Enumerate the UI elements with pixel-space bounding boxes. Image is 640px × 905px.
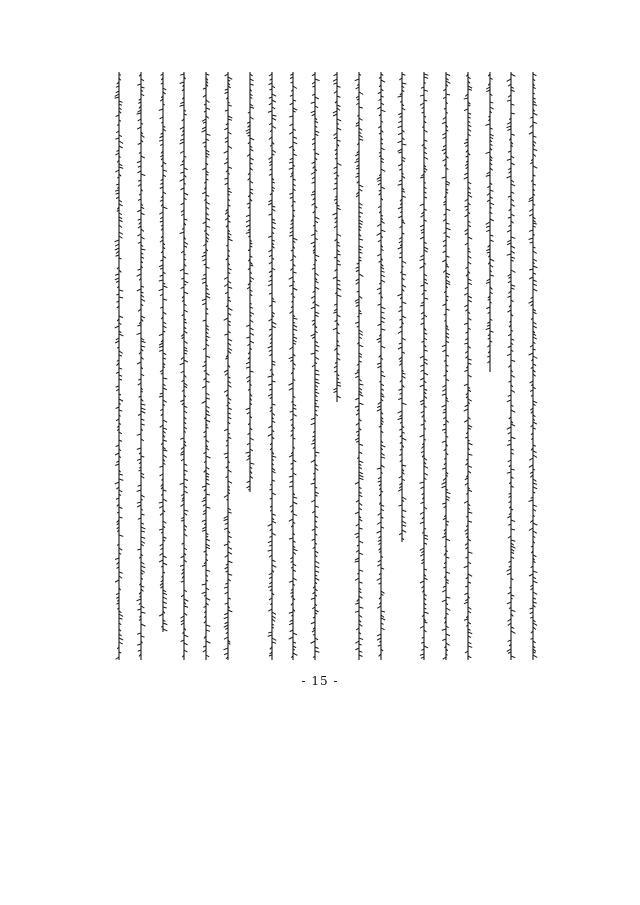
text-column <box>201 72 211 660</box>
text-column <box>332 72 342 402</box>
text-column <box>245 72 255 492</box>
text-column <box>376 72 386 660</box>
text-column <box>354 72 364 660</box>
page-number: - 15 - <box>301 674 339 688</box>
text-column <box>310 72 320 660</box>
text-column <box>179 72 189 660</box>
text-column <box>528 72 538 660</box>
text-column <box>506 72 516 660</box>
text-column <box>223 72 233 660</box>
text-column <box>267 72 277 660</box>
text-column <box>288 72 298 660</box>
body-text-columns <box>108 72 544 660</box>
text-column <box>397 72 407 542</box>
text-column <box>114 72 124 660</box>
text-column <box>419 72 429 660</box>
text-column <box>158 72 168 632</box>
text-column <box>441 72 451 660</box>
text-column <box>136 72 146 660</box>
text-column <box>485 72 495 372</box>
text-column <box>463 72 473 660</box>
